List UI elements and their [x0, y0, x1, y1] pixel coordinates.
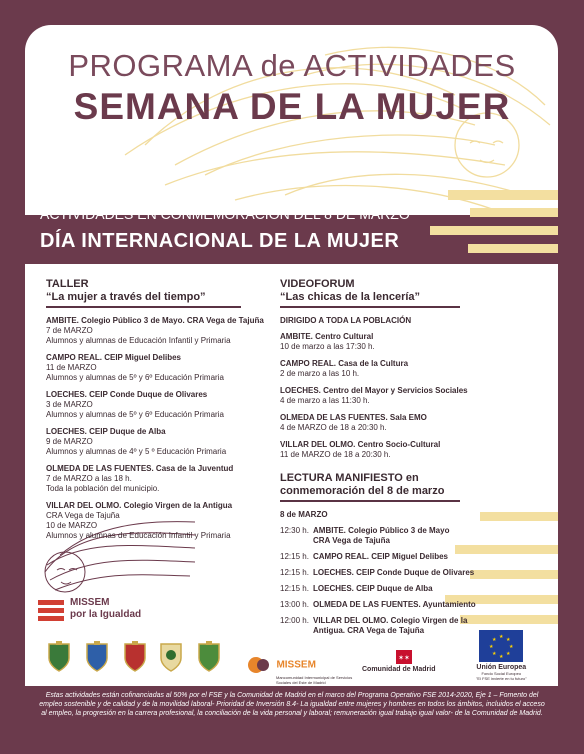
schedule-list [280, 526, 480, 636]
schedule-place: OLMEDA DE LAS FUENTES. Ayuntamiento [313, 600, 476, 609]
program-title: PROGRAMA de ACTIVIDADES [68, 48, 516, 83]
entry-detail: 4 de MARZO de 18 a 20:30 h. [280, 423, 387, 432]
schedule-place: AMBITE. Colegio Público 3 de Mayo [313, 526, 450, 535]
missem-logo-icon [246, 655, 272, 675]
manifiesto-title-line2: conmemoración del 8 de marzo [280, 485, 445, 497]
stripe-decoration [468, 244, 558, 253]
entry-place: AMBITE. Colegio Público 3 de Mayo. CRA Vega de Tajuña [46, 316, 264, 325]
list-item [280, 332, 480, 352]
schedule-text [313, 584, 433, 594]
eu-flag-icon [479, 630, 523, 662]
eu-logo [476, 630, 527, 681]
manifiesto-title-line1: LECTURA MANIFIESTO en [280, 472, 419, 484]
entry-detail: 7 de MARZO a las 18 h. [46, 474, 132, 483]
coat-of-arms-icon [84, 641, 110, 673]
entry-detail: 11 de MARZO de 18 a 20:30 h. [280, 450, 391, 459]
entry-detail: Alumnos y alumnas de Educación Infantil y Primaria [46, 531, 231, 540]
comunidad-madrid-logo [362, 650, 436, 673]
svg-text:★: ★ [499, 634, 504, 640]
missem-logo [246, 655, 356, 685]
missem-logo-text: MISSEM [276, 659, 316, 671]
missem-badge [38, 597, 150, 627]
entry-place: OLMEDA DE LAS FUENTES. Sala EMO [280, 413, 427, 422]
week-title: SEMANA DE LA MUJER [73, 86, 511, 127]
videoforum-label: VIDEOFORUM [280, 278, 355, 290]
schedule-row [280, 568, 480, 578]
schedule-text [313, 526, 449, 546]
entry-detail: Toda la población del municipio. [46, 484, 160, 493]
svg-text:★: ★ [499, 654, 504, 660]
list-item [46, 464, 271, 494]
list-item [46, 427, 271, 457]
entry-place: LOECHES. CEIP Duque de Alba [46, 427, 166, 436]
band-subtitle: ACTIVIDADES EN CONMEMORACIÓN DEL 8 DE MARZO [40, 206, 410, 222]
entry-place: LOECHES. CEIP Conde Duque de Olivares [46, 390, 208, 399]
svg-text:★: ★ [489, 644, 494, 650]
schedule-time: 12:15 h. [280, 584, 309, 593]
videoforum-intro: DIRIGIDO A TODA LA POBLACIÓN [280, 316, 412, 325]
entry-detail: 3 de MARZO [46, 400, 93, 409]
svg-text:★: ★ [506, 637, 511, 643]
schedule-time: 12:15 h. [280, 568, 309, 577]
band-title: DÍA INTERNACIONAL DE LA MUJER [40, 230, 400, 252]
funding-footnote: Estas actividades están cofinanciadas al 50% por el FSE y la Comunidad de Madrid en el marco del Programa Operativo FSE 2014-2020, Eje 1 – Fomento del empleo sostenible y de calidad y de la movilidad laboral- Prioridad de Inversión 8.4- La igualdad entre mujeres y hombres en todos los ámbitos, incluidos el acceso al empleo, la progresión en la carrera profesional, la conciliación de la vida personal y laboral; remuneración igual trabajo igual valor- de la Comunidad de Madrid. [39, 692, 545, 717]
stripe-decoration [470, 570, 558, 579]
manifiesto-title [280, 472, 480, 498]
entry-place: VILLAR DEL OLMO. Centro Socio-Cultural [280, 440, 441, 449]
svg-text:★: ★ [492, 637, 497, 643]
schedule-place: LOECHES. CEIP Duque de Alba [313, 584, 433, 593]
entry-detail: 2 de marzo a las 10 h. [280, 369, 360, 378]
schedule-time: 12:30 h. [280, 526, 309, 535]
divider [280, 306, 460, 308]
videoforum-subtitle: “Las chicas de la lencería” [280, 291, 421, 303]
schedule-text [313, 600, 476, 610]
schedule-place-cont: CRA Vega de Tajuña [313, 536, 390, 545]
videoforum-list [280, 332, 480, 460]
eu-sub1: Fondo Social Europeo [481, 671, 522, 676]
entry-detail: 9 de MARZO [46, 437, 93, 446]
entry-place: AMBITE. Centro Cultural [280, 332, 374, 341]
entry-place: CAMPO REAL. CEIP Miguel Delibes [46, 353, 181, 362]
entry-detail: 10 de marzo a las 17:30 h. [280, 342, 375, 351]
svg-text:★: ★ [492, 651, 497, 657]
list-item [46, 353, 271, 383]
coat-of-arms-icon [122, 641, 148, 673]
stripe-decoration [430, 226, 558, 235]
entry-place: OLMEDA DE LAS FUENTES. Casa de la Juventud [46, 464, 234, 473]
schedule-row [280, 616, 480, 636]
entry-place: LOECHES. Centro del Mayor y Servicios Sociales [280, 386, 468, 395]
coat-of-arms-icon [158, 641, 184, 673]
divider [46, 306, 241, 308]
cam-stars-icon [396, 650, 412, 664]
schedule-place: LOECHES. CEIP Conde Duque de Olivares [313, 568, 475, 577]
list-item [46, 390, 271, 420]
entry-detail: 4 de marzo a las 11:30 h. [280, 396, 370, 405]
schedule-row [280, 600, 480, 610]
taller-label: TALLER [46, 278, 89, 290]
svg-text:★: ★ [506, 651, 511, 657]
taller-subtitle: “La mujer a través del tiempo” [46, 291, 206, 303]
list-item [46, 501, 271, 541]
schedule-time: 13:00 h. [280, 600, 309, 609]
list-item [280, 359, 480, 379]
manifiesto-date: 8 de MARZO [280, 510, 328, 519]
schedule-row [280, 526, 480, 546]
entry-detail: 7 de MARZO [46, 326, 93, 335]
entry-detail: Alumnos y alumnas de Educación Infantil y Primaria [46, 336, 231, 345]
list-item [280, 413, 480, 433]
schedule-time: 12:15 h. [280, 552, 309, 561]
schedule-text [313, 568, 474, 578]
missem-logo-sub: Mancomunidad Intermunicipal de Servicios Sociales del Este de Madrid [276, 675, 353, 685]
schedule-place: VILLAR DEL OLMO. Colegio Virgen de la [313, 616, 468, 625]
eu-text: Unión Europea [476, 664, 527, 671]
stripe-decoration [448, 190, 558, 200]
badge-stripes [38, 600, 64, 624]
schedule-row [280, 584, 480, 594]
entry-place: CAMPO REAL. Casa de la Cultura [280, 359, 409, 368]
list-item [280, 386, 480, 406]
schedule-text [313, 616, 467, 636]
schedule-time: 12:00 h. [280, 616, 309, 625]
coat-of-arms-icon [46, 641, 72, 673]
entry-detail: Alumnos y alumnas de 5º y 6º Educación Primaria [46, 410, 224, 419]
schedule-place-cont: Antigua. CRA Vega de Tajuña [313, 626, 425, 635]
entry-detail: Alumnos y alumnas de 4º y 5 º Educación Primaria [46, 447, 227, 456]
divider [280, 500, 460, 502]
svg-text:✶✶: ✶✶ [398, 655, 410, 662]
entry-place: VILLAR DEL OLMO. Colegio Virgen de la Antigua [46, 501, 233, 510]
stripe-decoration [470, 208, 558, 217]
list-item [46, 316, 271, 346]
badge-line2: por la Igualdad [70, 609, 142, 620]
entry-detail: Alumnos y alumnas de 5º y 6º Educación Primaria [46, 373, 224, 382]
videoforum-column [280, 278, 480, 642]
list-item [280, 440, 480, 460]
entry-detail: 11 de MARZO [46, 363, 97, 372]
coat-of-arms-icon [196, 641, 222, 673]
schedule-place: CAMPO REAL. CEIP Miguel Delibes [313, 552, 448, 561]
badge-text [70, 597, 141, 621]
schedule-row [280, 552, 480, 562]
entry-detail: CRA Vega de Tajuña [46, 511, 120, 520]
cam-text: Comunidad de Madrid [362, 666, 436, 673]
svg-text:★: ★ [509, 644, 514, 650]
taller-column [46, 278, 271, 548]
badge-line1: MISSEM [70, 597, 110, 608]
stripe-decoration [480, 512, 558, 521]
schedule-text [313, 552, 448, 562]
eu-sub2: "El FSE invierte en tu futuro" [476, 676, 527, 681]
entry-detail: 10 de MARZO [46, 521, 98, 530]
taller-list [46, 316, 271, 541]
